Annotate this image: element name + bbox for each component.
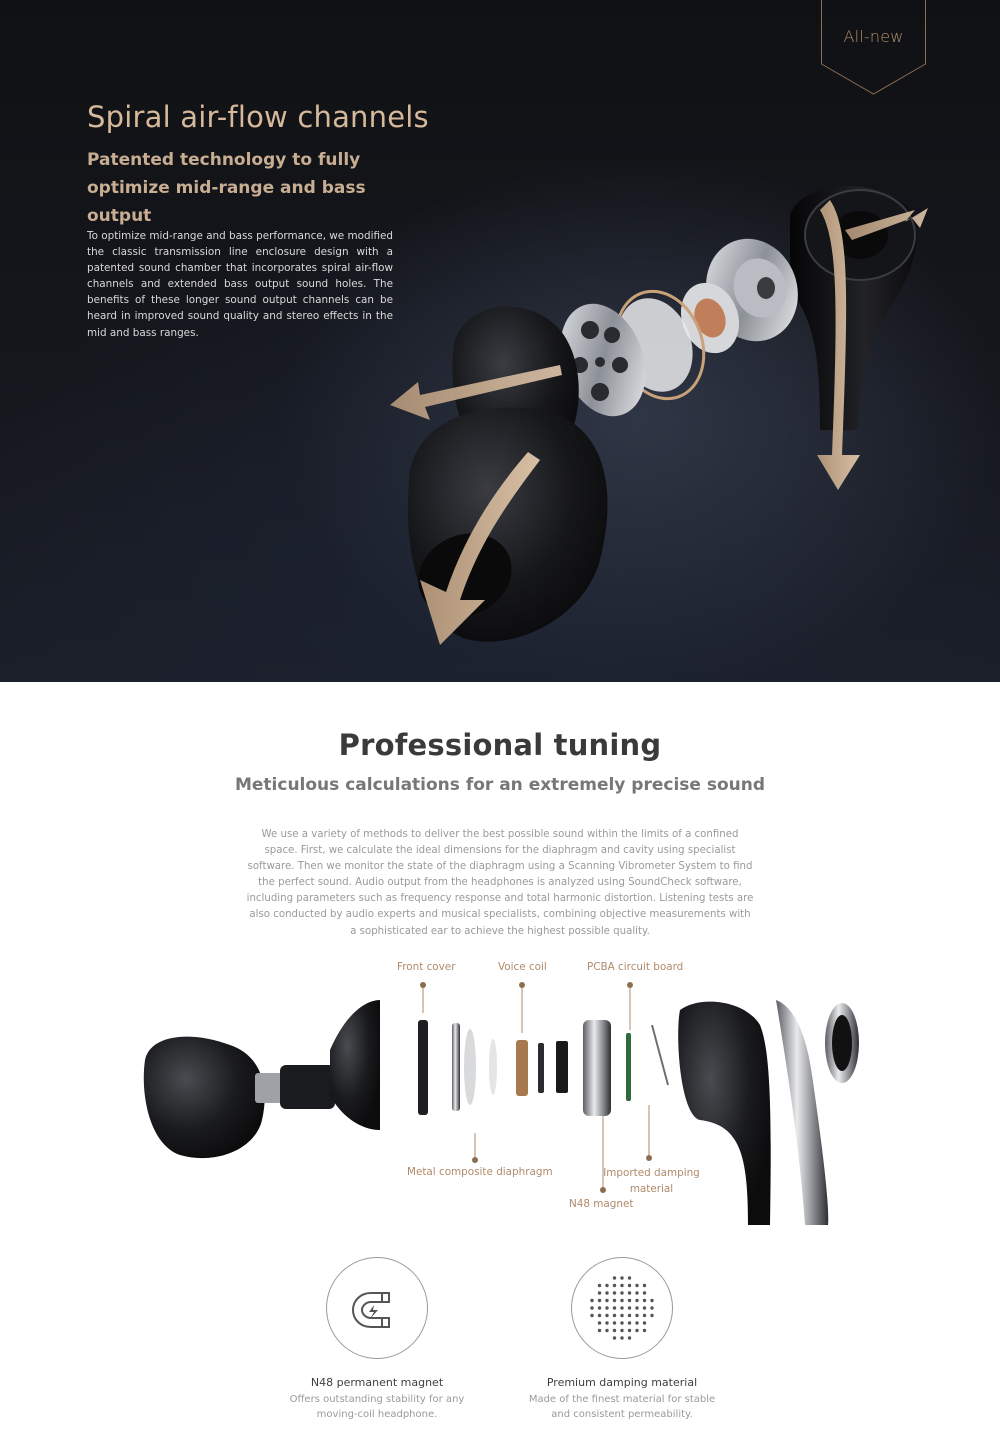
label-n48-magnet: N48 magnet <box>569 1198 634 1210</box>
tuning-body-text: We use a variety of methods to deliver the best possible sound within the limits of a confined space. First, we calculate the ideal dimensions for the diaphragm and cavity using specialist software. Then we monitor the state of the diaphragm using a Scanning Vibrometer System to find the perfect sound. Audio output from the headphones is analyzed using SoundCheck software, including parameters such as frequency response and total harmonic distortion. Listening tests are also conducted by audio experts and musical specialists, combining objective measurements with a sophisticated ear to achieve the highest possible quality. <box>246 829 754 937</box>
feature-description: Made of the finest material for stable and consistent permeability. <box>528 1394 716 1420</box>
feature-title: N48 permanent magnet <box>310 1376 444 1389</box>
tuning-title: Professional tuning <box>338 728 662 762</box>
label-front-cover: Front cover <box>397 961 456 973</box>
dot-grid-icon <box>572 1258 672 1358</box>
label-imported-damping-material: Imported damping material <box>603 1167 700 1195</box>
label-voice-coil: Voice coil <box>498 961 547 973</box>
feature-description: Offers outstanding stability for any moving-coil headphone. <box>289 1394 465 1420</box>
components-diagram <box>0 955 1000 1230</box>
label-pcba-circuit-board: PCBA circuit board <box>587 961 684 973</box>
hero-subtitle: Patented technology to fully optimize mid-range and bass output <box>87 150 366 226</box>
label-metal-composite-diaphragm: Metal composite diaphragm <box>407 1166 553 1178</box>
hero-body-text: To optimize mid-range and bass performance, we modified the classic transmission line enclosure design with a patented sound chamber that incorporates spiral air-flow channels and extended bass output sound holes. The benefits of these longer sound output channels can be heard in improved sound quality and stereo effects in the mid and bass ranges. <box>87 230 393 339</box>
hero-title: Spiral air-flow channels <box>87 100 429 134</box>
all-new-badge <box>821 0 926 95</box>
hero-section <box>0 0 1000 682</box>
tuning-subtitle: Meticulous calculations for an extremely precise sound <box>234 775 766 795</box>
magnet-icon <box>327 1258 427 1358</box>
feature-icon-circle <box>571 1257 673 1359</box>
components-illustration <box>0 955 1000 1230</box>
feature-title: Premium damping material <box>546 1376 698 1389</box>
badge-label: All-new <box>843 27 904 46</box>
feature-icon-circle <box>326 1257 428 1359</box>
